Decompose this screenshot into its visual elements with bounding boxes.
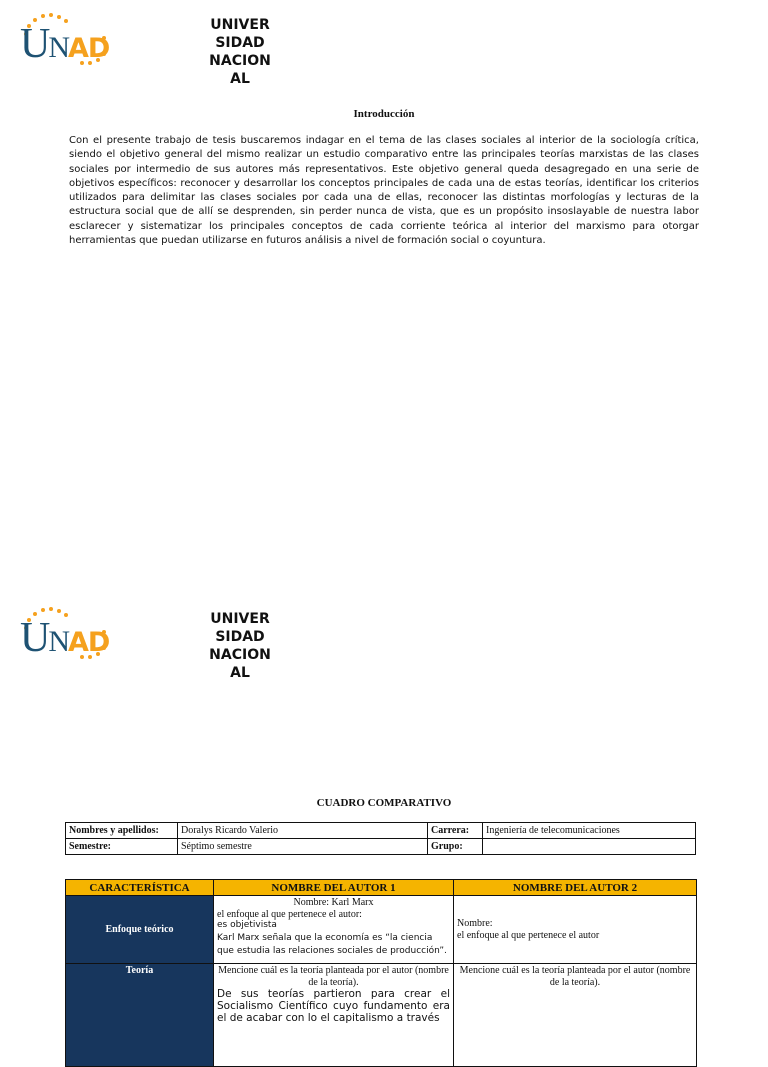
university-name: UNIVER SIDAD NACION AL: [209, 17, 271, 87]
unad-logo: UNAD: [20, 12, 112, 68]
table-row: [66, 896, 697, 964]
enfoque-autor-2-cell: [454, 896, 697, 964]
info-row: [66, 839, 696, 855]
intro-title: Introducción: [353, 108, 415, 120]
teoria-autor-2-cell: [454, 964, 697, 1067]
teoria-autor-1-cell: [214, 964, 454, 1067]
row-label-enfoque: Enfoque teórico: [66, 896, 214, 964]
teoria-autor-1-pregunta: Mencione cuál es la teoría planteada por el autor (nombre de la teoría).: [218, 965, 449, 988]
intro-body: Con el presente trabajo de tesis buscaremos indagar en el tema de las clases sociales al interior de la sociología crítica, siendo el objetivo general del mismo realizar un estudio comparativo entre las principales teorías marxistas de las clases sociales por intermedio de sus autores más representativos. Este objetivo general queda desagregado en una serie de objetivos específicos: reconocer y desarrollar los conceptos principales de cada una de estas teorías, identificar los criterios utilizados para delimitar las clases sociales por cada una de ellas, reconocer las distintas morfologías y lecturas de la estructura social que de allí se desprenden, sin perder nunca de vista, que es un propósito insoslayable de nuestra labor esclarecer y sistematizar los principales conceptos de cada corriente teórica al interior del marxismo para otorgar herramientas que puedan utilizarse en futuros análisis a nivel de formación social o coyuntura.: [69, 135, 699, 247]
cuadro-title: CUADRO COMPARATIVO: [316, 797, 452, 809]
comparison-table: [65, 879, 697, 1067]
teoria-autor-1-respuesta: De sus teorías partieron para crear el Socialismo Científico cuyo fundamento era el de acabar con lo el capitalismo a través: [217, 988, 450, 1024]
nombres-value: Doralys Ricardo Valerio: [178, 823, 428, 839]
enfoque-autor-1-cell: [214, 896, 454, 964]
enfoque-autor-1-nombre: Nombre: Karl Marx: [293, 897, 374, 908]
header-caracteristica: CARACTERÍSTICA: [66, 880, 214, 896]
nombres-label: Nombres y apellidos:: [66, 823, 178, 839]
enfoque-autor-2-enfoque: el enfoque al que pertenece el autor: [457, 929, 600, 941]
unad-logo: UNAD: [20, 606, 112, 662]
enfoque-autor-1-enfoque: el enfoque al que pertenece el autor:: [217, 908, 362, 920]
info-row: [66, 823, 696, 839]
carrera-value: Ingeniería de telecomunicaciones: [483, 823, 696, 839]
header-autor-1: NOMBRE DEL AUTOR 1: [214, 880, 454, 896]
table-row: [66, 964, 697, 1067]
grupo-value: [483, 839, 696, 855]
semestre-label: Semestre:: [66, 839, 178, 855]
carrera-label: Carrera:: [428, 823, 483, 839]
header-autor-2: NOMBRE DEL AUTOR 2: [454, 880, 697, 896]
row-label-teoria: Teoría: [66, 964, 214, 1067]
enfoque-autor-2-nombre: Nombre:: [457, 918, 493, 929]
enfoque-autor-1-valor: es objetivista: [217, 920, 277, 930]
enfoque-autor-1-detalle: Karl Marx señala que la economía es “la ciencia que estudia las relaciones sociales de producción”.: [217, 932, 447, 956]
teoria-autor-2-pregunta: Mencione cuál es la teoría planteada por el autor (nombre de la teoría).: [459, 965, 691, 988]
university-name: UNIVER SIDAD NACION AL: [209, 611, 271, 681]
semestre-value: Séptimo semestre: [178, 839, 428, 855]
grupo-label: Grupo:: [428, 839, 483, 855]
student-info-table: [65, 822, 696, 855]
comparison-header-row: [66, 880, 697, 896]
